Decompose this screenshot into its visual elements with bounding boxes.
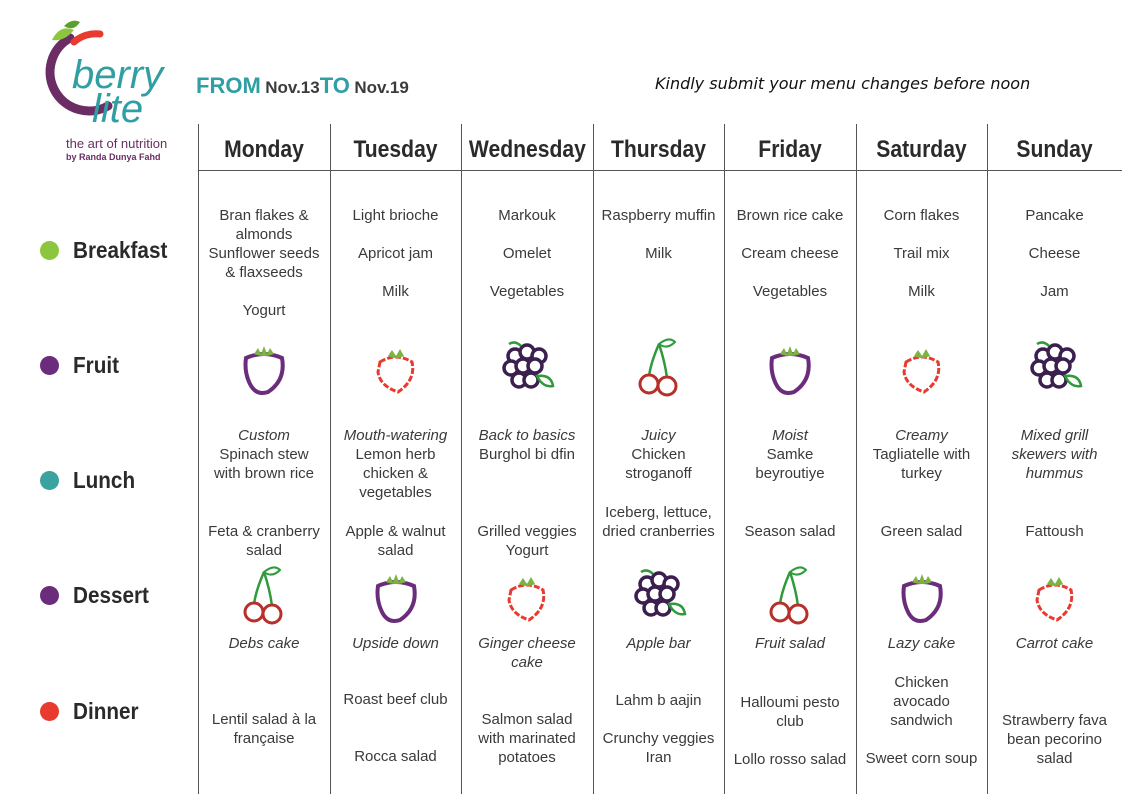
to-label: TO [319, 73, 350, 98]
dessert-cell-thursday [601, 634, 716, 653]
dessert-name: Carrot cake [1015, 635, 1094, 652]
row-label-text: Dessert [73, 582, 149, 608]
dessert-name: Lazy cake [887, 635, 956, 652]
brand-byline: by Randa Dunya Fahd [66, 152, 161, 162]
day-header-thursday: Thursday [610, 136, 707, 163]
plum-icon [892, 564, 952, 626]
from-date: Nov.13 [265, 78, 320, 97]
dinner-cell-tuesday [338, 690, 453, 766]
dessert-cell-friday [732, 634, 848, 653]
menu-item: Brown rice cake [736, 207, 844, 224]
lunch-cell-tuesday [338, 426, 453, 502]
breakfast-cell-saturday [864, 206, 979, 301]
day-header-monday: Monday [224, 136, 304, 163]
menu-item: Season salad [744, 523, 836, 540]
dinner-cell-sunday [995, 711, 1114, 768]
svg-text:berry: berry [72, 53, 164, 97]
menu-item: Raspberry muffin [601, 207, 716, 224]
lunch-title: Mouth-watering [343, 427, 448, 444]
breakfast-cell-tuesday [338, 206, 453, 301]
cherry-icon [234, 564, 294, 626]
menu-item: Trail mix [893, 245, 950, 262]
menu-item: Sweet corn soup [865, 750, 978, 767]
lunch-cell-sunday [995, 426, 1114, 483]
dessert-cell-tuesday [338, 634, 453, 653]
menu-item: Halloumi pesto club [740, 694, 840, 730]
menu-item: Green salad [880, 523, 963, 540]
to-date: Nov.19 [354, 78, 409, 97]
menu-item: Crunchy veggies [602, 730, 715, 747]
menu-item: Omelet [502, 245, 552, 262]
column-divider [987, 124, 988, 794]
salad-cell-tuesday [338, 522, 453, 560]
row-label-lunch [40, 467, 142, 494]
grapes-icon [629, 564, 689, 626]
column-divider [593, 124, 594, 794]
lunch-title: Back to basics [478, 427, 576, 444]
menu-item: Iran [645, 749, 672, 766]
plum-icon [234, 336, 294, 398]
salad-cell-friday [732, 522, 848, 541]
lunch-cell-monday [206, 426, 322, 483]
dinner-cell-saturday [864, 673, 979, 768]
strawberry-icon [892, 336, 952, 398]
salad-cell-thursday [601, 503, 716, 541]
plum-icon [366, 564, 426, 626]
dessert-cell-saturday [864, 634, 979, 653]
plum-icon [760, 336, 820, 398]
menu-item: Tagliatelle with turkey [872, 446, 971, 482]
dessert-name: Debs cake [228, 635, 300, 652]
day-header-friday: Friday [758, 136, 822, 163]
column-divider [330, 124, 331, 794]
menu-item: Lahm b aajin [615, 692, 702, 709]
dessert-cell-monday [206, 634, 322, 653]
dinner-cell-wednesday [469, 710, 585, 767]
lunch-cell-saturday [864, 426, 979, 483]
dessert-cell-wednesday [469, 634, 585, 672]
svg-text:lite: lite [92, 87, 144, 128]
menu-item: Lemon herb chicken & vegetables [355, 446, 436, 501]
menu-item: Sunflower seeds & flaxseeds [208, 245, 320, 281]
column-divider [461, 124, 462, 794]
menu-item: Corn flakes [883, 207, 960, 224]
from-label: FROM [196, 73, 261, 98]
menu-item: Lollo rosso salad [733, 751, 847, 768]
menu-item: Spinach stew with brown rice [213, 446, 315, 482]
lunch-title: Custom [238, 427, 290, 444]
lunch-title: Creamy [895, 427, 948, 444]
row-label-dinner [40, 698, 146, 725]
dessert-cell-sunday [995, 634, 1114, 653]
menu-item: Markouk [498, 207, 556, 224]
berry-logo-icon [30, 18, 180, 128]
day-header-wednesday: Wednesday [468, 136, 586, 163]
menu-item: Samke beyroutiye [755, 446, 825, 482]
column-divider [198, 124, 199, 794]
menu-item: Feta & cranberry salad [208, 523, 320, 559]
dessert-name: Fruit salad [754, 635, 826, 652]
row-label-text: Dinner [73, 698, 139, 724]
menu-item: Fattoush [1025, 523, 1084, 540]
menu-item: Salmon salad with marinated potatoes [478, 711, 576, 766]
menu-item: Apple & walnut salad [345, 523, 446, 559]
day-header-saturday: Saturday [876, 136, 967, 163]
row-label-text: Breakfast [73, 237, 168, 263]
salad-cell-monday [206, 522, 322, 560]
date-range [196, 73, 409, 99]
lunch-cell-friday [732, 426, 848, 483]
column-divider [856, 124, 857, 794]
lunch-cell-wednesday [469, 426, 585, 464]
dinner-cell-thursday [601, 691, 716, 767]
menu-item: Milk [645, 245, 672, 262]
menu-item: Chicken stroganoff [625, 446, 692, 482]
menu-item: Light brioche [352, 207, 439, 224]
dessert-name: Apple bar [626, 635, 691, 652]
salad-cell-wednesday [469, 522, 585, 560]
row-dot-icon [40, 356, 59, 375]
dinner-cell-friday [732, 693, 848, 769]
submission-note: Kindly submit your menu changes before noon [655, 74, 1031, 93]
row-dot-icon [40, 586, 59, 605]
row-dot-icon [40, 471, 59, 490]
row-label-text: Lunch [73, 467, 136, 493]
day-header-tuesday: Tuesday [353, 136, 438, 163]
salad-cell-sunday [995, 522, 1114, 541]
menu-item: Milk [908, 283, 935, 300]
menu-item: Apricot jam [357, 245, 434, 262]
salad-cell-saturday [864, 522, 979, 541]
brand-logo [30, 18, 180, 168]
breakfast-cell-sunday [995, 206, 1114, 301]
lunch-title: Juicy [641, 427, 676, 444]
breakfast-cell-monday [206, 206, 322, 320]
menu-item: Vegetables [489, 283, 565, 300]
breakfast-cell-friday [732, 206, 848, 301]
dessert-name: Ginger cheese cake [478, 635, 576, 671]
menu-item: Pancake [1025, 207, 1084, 224]
menu-item: Jam [1040, 283, 1069, 300]
cherry-icon [760, 564, 820, 626]
menu-item: Vegetables [752, 283, 828, 300]
day-header-sunday: Sunday [1016, 136, 1093, 163]
lunch-title: Moist [772, 427, 808, 444]
menu-item: Burghol bi dfin [479, 446, 575, 463]
row-dot-icon [40, 241, 59, 260]
header-divider [198, 170, 1122, 171]
lunch-title: Mixed grill skewers with hummus [1011, 427, 1098, 482]
menu-item: Rocca salad [354, 748, 437, 765]
breakfast-cell-thursday [601, 206, 716, 263]
menu-item: Roast beef club [343, 691, 448, 708]
column-divider [724, 124, 725, 794]
menu-item: Lentil salad à la française [211, 711, 317, 747]
strawberry-icon [366, 336, 426, 398]
menu-item: Strawberry fava bean pecorino salad [1001, 712, 1108, 767]
dessert-name: Upside down [352, 635, 439, 652]
menu-item: Chicken avocado sandwich [890, 674, 953, 729]
lunch-cell-thursday [601, 426, 716, 483]
strawberry-icon [1025, 564, 1085, 626]
grapes-icon [497, 336, 557, 398]
row-label-breakfast [40, 237, 178, 264]
row-dot-icon [40, 702, 59, 721]
dinner-cell-monday [206, 710, 322, 748]
menu-item: Grilled veggies Yogurt [477, 523, 577, 559]
row-label-text: Fruit [73, 352, 119, 378]
cherry-icon [629, 336, 689, 398]
menu-item: Cream cheese [741, 245, 839, 262]
brand-tagline: the art of nutrition [66, 136, 168, 151]
menu-item: Milk [382, 283, 409, 300]
breakfast-cell-wednesday [469, 206, 585, 301]
menu-item: Yogurt [242, 302, 286, 319]
grapes-icon [1025, 336, 1085, 398]
menu-item: Iceberg, lettuce, dried cranberries [602, 504, 715, 540]
row-label-fruit [40, 352, 124, 379]
menu-item: Cheese [1028, 245, 1081, 262]
row-label-dessert [40, 582, 157, 609]
strawberry-icon [497, 564, 557, 626]
menu-item: Bran flakes & almonds [219, 207, 309, 243]
